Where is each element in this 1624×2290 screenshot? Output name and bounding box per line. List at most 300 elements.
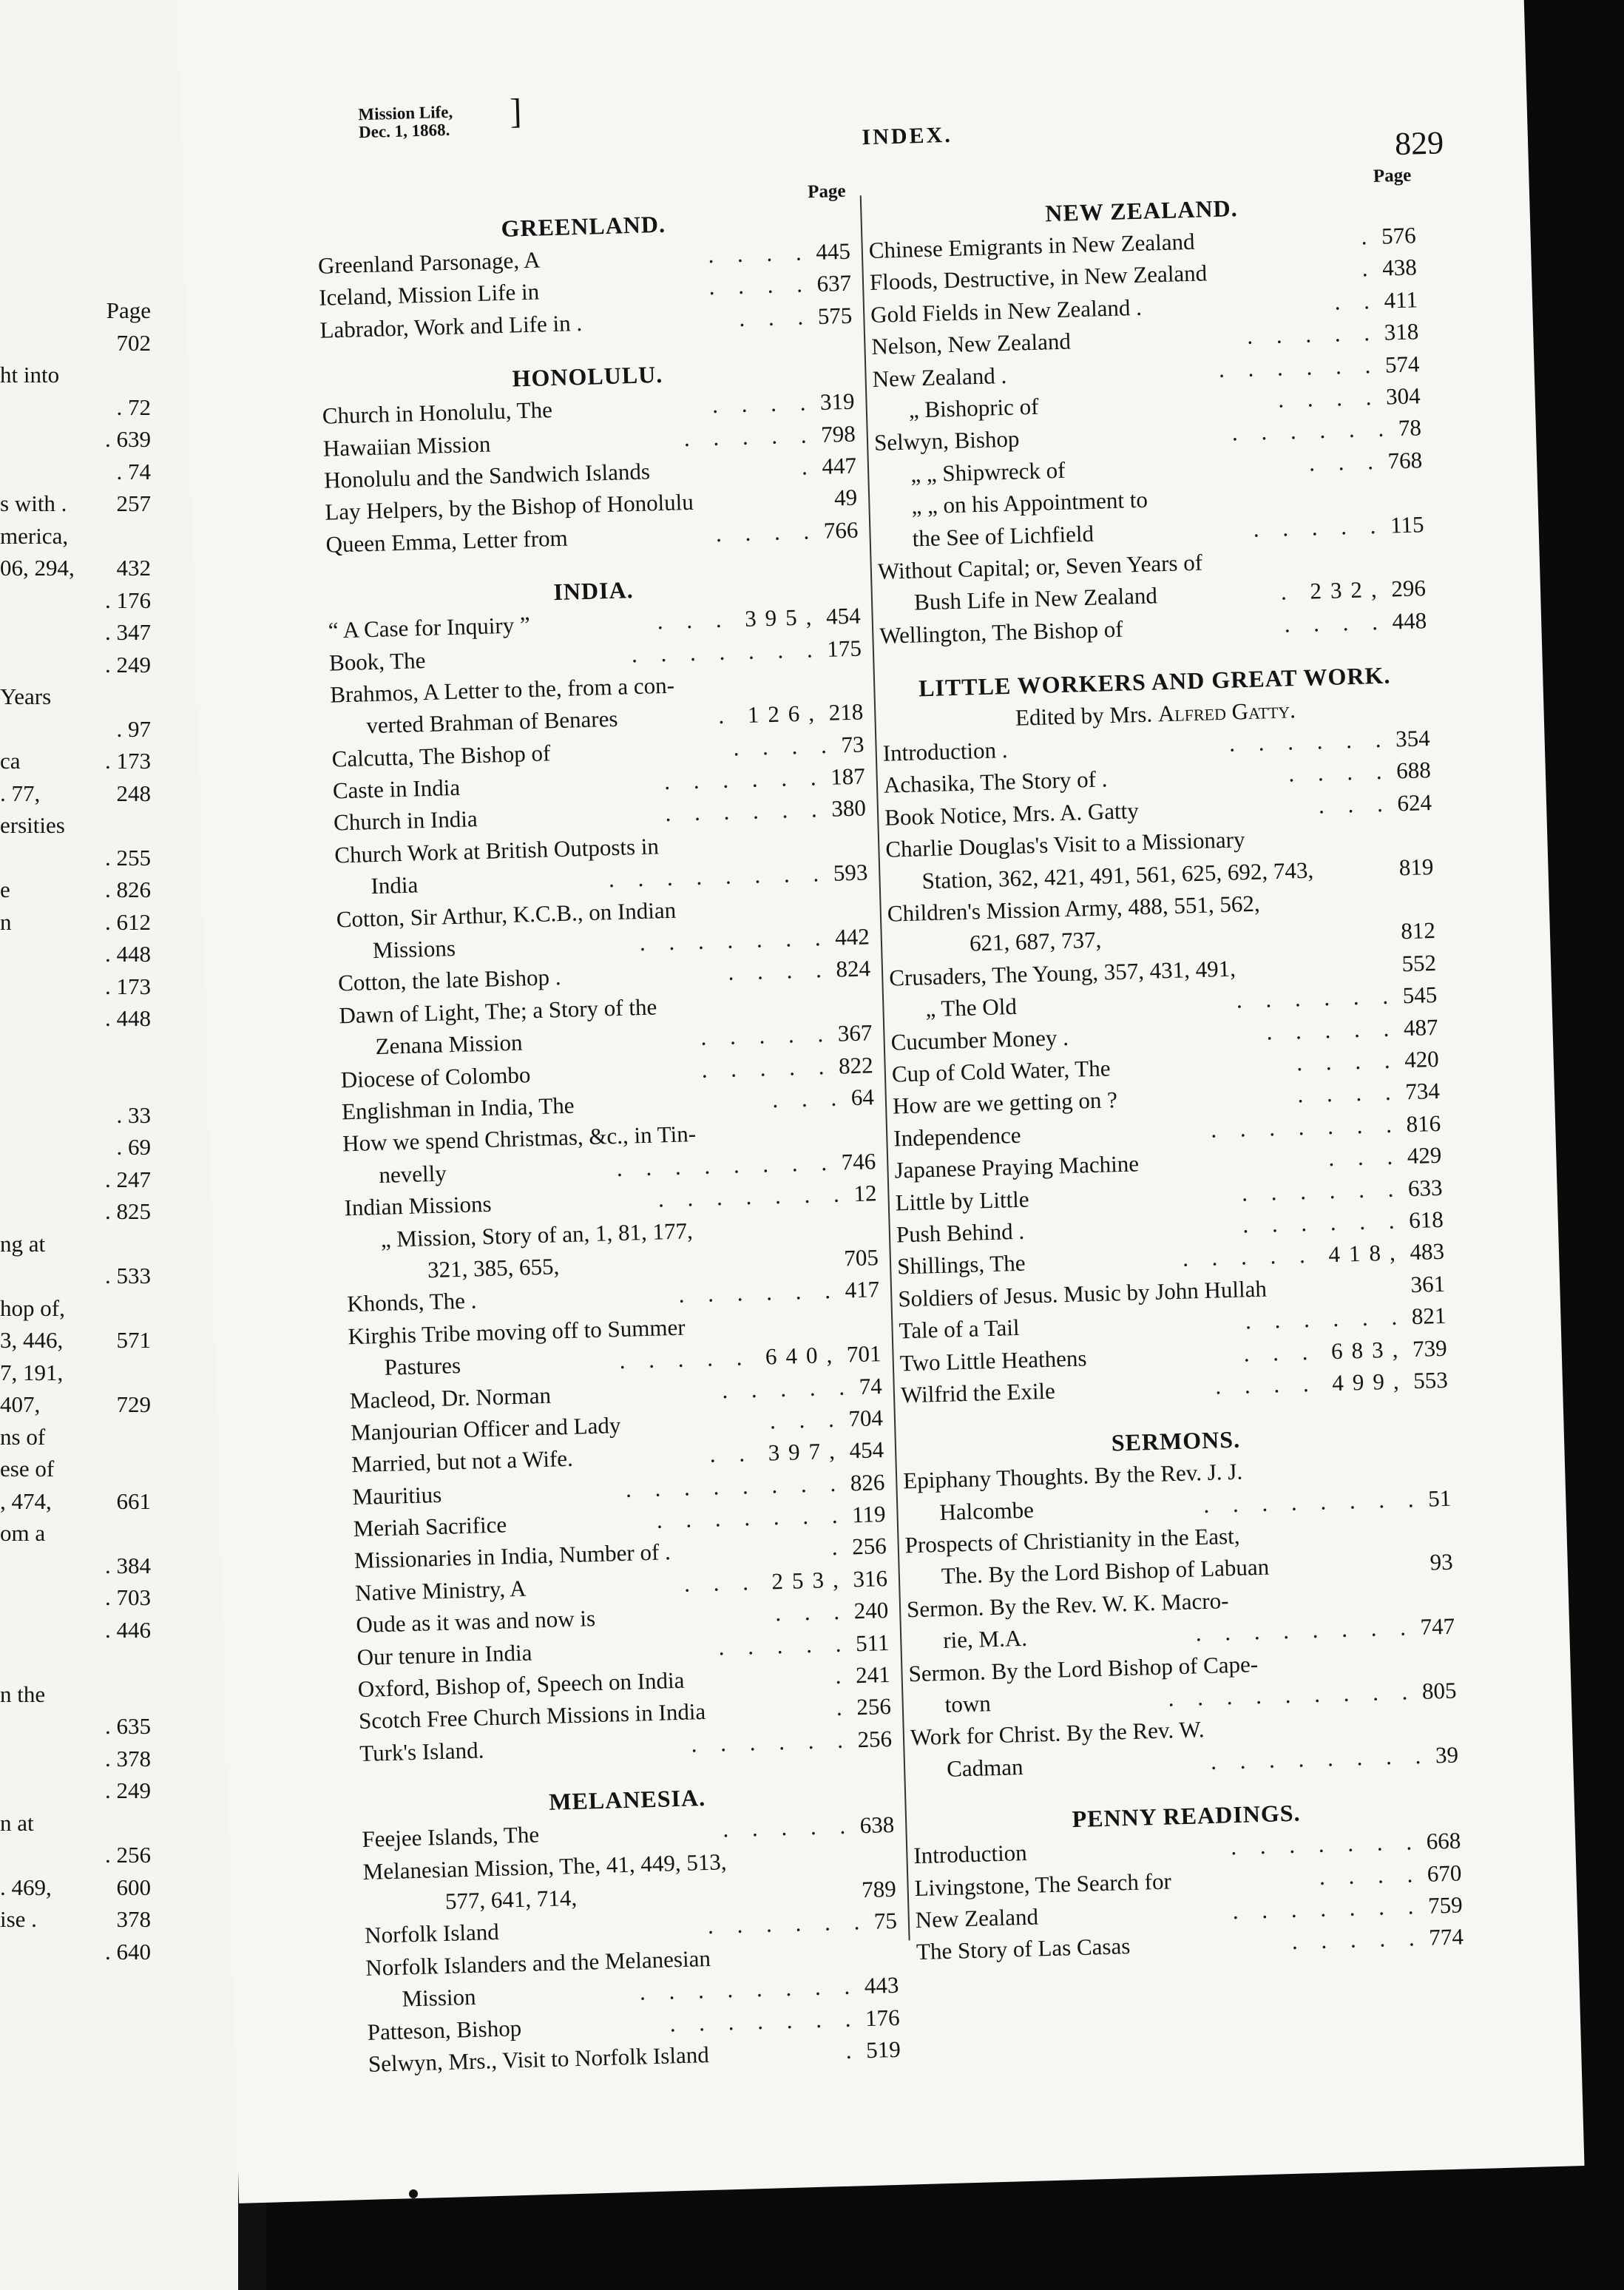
entry-title: Station, 362, 421, 491, 561, 625, 692, 743,	[921, 857, 1314, 894]
entry-page-number: 553	[1412, 1366, 1449, 1394]
previous-page-line-page: 600	[116, 1874, 151, 1900]
entry-page-number: 575	[817, 302, 853, 329]
entry-title: rie, M.A.	[942, 1625, 1028, 1654]
entry-page-number: 638	[859, 1811, 895, 1839]
journal-line-2: Dec. 1, 1868.	[358, 120, 450, 142]
journal-line-1: Mission Life,	[358, 102, 453, 124]
entry-title: Iceland, Mission Life in	[318, 278, 540, 311]
entry-page-ref	[728, 953, 871, 989]
previous-page-line	[0, 1903, 222, 1936]
entry-page-number: 746	[841, 1148, 876, 1175]
entry-title: Epiphany Thoughts. By the Rev. J. J.	[902, 1458, 1243, 1494]
entry-title: Little by Little	[895, 1186, 1029, 1216]
entry-page-ref	[678, 1274, 880, 1311]
entry-leader-dots: . . . . . . .	[1232, 1892, 1423, 1925]
previous-page-line-page: . 33	[116, 1101, 151, 1128]
entry-title: Push Behind .	[896, 1217, 1025, 1248]
entry-leader-dots: . . . . . . . .	[1202, 1485, 1423, 1518]
entry-page-ref	[708, 267, 852, 303]
entry-title: Native Ministry, A	[354, 1575, 527, 1606]
previous-page-lines	[0, 294, 222, 1968]
previous-page-line	[0, 1453, 222, 1485]
entry-page-number: 805	[1421, 1677, 1457, 1704]
entry-title: Calcutta, The Bishop of	[331, 740, 551, 772]
page-title: INDEX.	[862, 122, 953, 150]
previous-page-line-text: 06, 294,	[0, 555, 75, 581]
previous-page-line-page: . 176	[105, 587, 151, 613]
entry-title: Shillings, The	[896, 1249, 1026, 1280]
entry-page-number: 454	[849, 1436, 884, 1464]
entry-page-ref	[1243, 1331, 1447, 1369]
previous-page-line	[0, 1614, 222, 1646]
entry-page-number: 668	[1426, 1827, 1461, 1855]
entry-page-number: 74	[859, 1372, 883, 1399]
entry-page-ref	[711, 385, 855, 422]
entry-page-number: 618	[1408, 1206, 1444, 1234]
entry-leader-dots: . . . . . .	[1231, 415, 1393, 446]
entry-page-ref	[862, 1873, 897, 1906]
previous-page-line-page: . 173	[105, 748, 151, 774]
entry-page-number: 115	[1390, 510, 1424, 538]
entry-title: „ „ Shipwreck of	[910, 456, 1066, 487]
entry-title: „ „ on his Appointment to	[911, 486, 1148, 519]
previous-page-line-text: ht into	[0, 362, 60, 388]
previous-page-line-text: 407,	[0, 1391, 41, 1417]
entry-page-number: 705	[843, 1244, 879, 1271]
entry-leader-dots: . . . . . . . .	[1210, 1742, 1430, 1774]
entry-page-number: 256	[851, 1533, 887, 1560]
entry-page-number: 483	[1409, 1238, 1445, 1266]
entry-leader-dots: . . . . . . . .	[608, 860, 828, 893]
entry-title: Children's Mission Army, 488, 551, 562,	[887, 890, 1261, 927]
entry-page-ref	[1398, 851, 1434, 884]
entry-title: Labrador, Work and Life in .	[319, 309, 583, 343]
journal-citation	[358, 92, 523, 142]
entry-page-number: 670	[1427, 1860, 1462, 1887]
previous-page-line	[0, 1936, 222, 1968]
entry-page-number: 361	[1410, 1270, 1446, 1297]
entry-title: Wilfrid the Exile	[900, 1377, 1056, 1408]
entry-page-ref	[1288, 754, 1432, 791]
entry-page-number: 304	[1385, 382, 1421, 410]
entry-page-number: 240	[853, 1597, 889, 1624]
entry-leader-dots: . . . . . . . .	[639, 1973, 859, 2005]
entry-page-ref	[733, 728, 865, 763]
previous-page-line	[0, 842, 222, 874]
entry-page-ref	[772, 1081, 875, 1115]
previous-page-line	[0, 1002, 222, 1035]
entry-page-ref	[801, 450, 856, 483]
entry-leader-dots: . . . . . .	[663, 764, 825, 795]
editor-name: Alfred Gatty.	[1157, 697, 1296, 727]
entry-leader-dots: . . . . . .	[1218, 351, 1380, 382]
entry-page-ref	[1361, 219, 1416, 252]
entry-page-number: 766	[823, 516, 859, 544]
entry-title: verted Brahman of Benares	[366, 706, 618, 739]
previous-page-line-page: . 446	[105, 1616, 151, 1643]
previous-page-line-page: 248	[116, 780, 151, 806]
entry-page-ref	[1247, 315, 1419, 352]
previous-page-line	[0, 1710, 222, 1743]
entry-title: Cucumber Money .	[890, 1024, 1069, 1056]
previous-page-line-page: . 612	[105, 908, 151, 935]
entry-page-ref	[836, 1690, 891, 1723]
previous-page-line	[0, 1324, 222, 1357]
entry-page-number: 316	[852, 1564, 888, 1592]
previous-page-line	[0, 1646, 222, 1678]
entry-page-ref	[844, 1241, 879, 1274]
entry-page-ref	[715, 513, 859, 550]
entry-leader-dots: . . . .	[733, 732, 836, 761]
entry-page-number: 417	[845, 1276, 880, 1303]
entry-title: Scotch Free Church Missions in India	[358, 1698, 706, 1735]
entry-page-ref	[1334, 283, 1418, 318]
entry-leader-dots: . . .	[738, 303, 813, 331]
entry-page-ref	[722, 1370, 883, 1406]
previous-page-line	[0, 874, 222, 906]
previous-page-line	[0, 584, 222, 617]
entry-leader-dots: . . . . . 640,	[619, 1341, 842, 1374]
section-heading: MELANESIA.	[548, 1784, 706, 1816]
entry-title: Prospects of Christianity in the East,	[904, 1522, 1240, 1558]
entry-page-ref	[708, 235, 851, 271]
entry-title: Gold Fields in New Zealand .	[870, 294, 1143, 328]
entry-title: Khonds, The .	[346, 1287, 477, 1317]
previous-page-line-text: e	[0, 877, 10, 902]
entry-page-number: 75	[873, 1908, 898, 1935]
entry-page-number: 256	[856, 1693, 892, 1720]
entry-page-number: 445	[815, 237, 851, 266]
entry-page-number: 593	[833, 859, 868, 886]
entry-page-number: 552	[1401, 949, 1437, 977]
entry-title: Soldiers of Jesus. Music by John Hullah	[897, 1275, 1268, 1312]
entry-page-number: 443	[864, 1971, 899, 1999]
previous-page-line	[0, 1195, 222, 1228]
previous-page-line-page: . 249	[105, 1777, 151, 1803]
entry-page-ref	[1242, 1203, 1444, 1241]
entry-title: Pastures	[384, 1352, 461, 1381]
entry-title: Church in Honolulu, The	[322, 396, 553, 429]
entry-leader-dots: . . .	[771, 1084, 846, 1113]
entry-leader-dots: . . . . . .	[1236, 982, 1398, 1013]
previous-page-line-page: . 69	[116, 1134, 151, 1160]
entry-page-number: 454	[825, 602, 862, 629]
previous-page-line-text: ersities	[0, 812, 65, 838]
entry-leader-dots: . . . . . . .	[1230, 1828, 1421, 1860]
entry-page-number: 701	[846, 1340, 882, 1368]
entry-page-number: 739	[1412, 1334, 1448, 1362]
entry-title: 577, 641, 714,	[444, 1884, 578, 1914]
entry-page-number: 734	[1404, 1078, 1441, 1105]
previous-page-line-page: 729	[116, 1391, 151, 1417]
entry-title: Bush Life in New Zealand	[913, 582, 1158, 615]
entry-title: Achasika, The Story of .	[883, 766, 1108, 799]
previous-page-line	[0, 1163, 222, 1196]
entry-title: nevelly	[378, 1160, 447, 1188]
entry-title: Norfolk Island	[364, 1919, 500, 1949]
entry-title: „ Mission, Story of an, 1, 81, 177,	[380, 1217, 694, 1252]
entry-title: Charlie Douglas's Visit to a Missionary	[884, 826, 1245, 862]
previous-page-line-text: Years	[0, 683, 52, 709]
entry-leader-dots: . . . . . . .	[1210, 1111, 1401, 1143]
previous-page-line-text: n	[0, 908, 12, 935]
entry-leader-dots: . . . . .	[701, 1053, 833, 1083]
entry-page-ref	[1430, 1546, 1453, 1578]
previous-page-line-page: 571	[116, 1327, 151, 1353]
previous-page-line	[0, 777, 222, 810]
entry-page-number: 812	[1400, 917, 1436, 945]
entry-leader-dots: . . . . .	[718, 1630, 850, 1661]
entry-leader-dots: . . . .	[1296, 1047, 1399, 1076]
entry-leader-dots: . . . . . .	[707, 1908, 869, 1939]
entry-title: Our tenure in India	[356, 1639, 532, 1670]
entry-title: How are we getting on ?	[892, 1087, 1118, 1119]
section-heading: PENNY READINGS.	[1072, 1799, 1301, 1833]
previous-page-line-text: , 474,	[0, 1487, 52, 1514]
entry-page-ref	[1296, 1043, 1440, 1079]
entry-title: Kirghis Tribe moving off to Summer	[348, 1314, 686, 1349]
entry-page-number: 51	[1427, 1485, 1452, 1512]
entry-title: Livingstone, The Search for	[914, 1868, 1172, 1901]
entry-title: Oxford, Bishop of, Speech on India	[357, 1666, 685, 1703]
entry-page-ref	[718, 696, 864, 732]
entry-title: India	[371, 871, 419, 899]
entry-title: Japanese Praying Machine	[894, 1150, 1140, 1183]
previous-page-line-page: . 255	[105, 844, 151, 871]
previous-page-line	[0, 1421, 222, 1453]
previous-page-line-text: n at	[0, 1809, 34, 1836]
entry-title: Selwyn, Bishop	[873, 425, 1020, 456]
previous-page-line-page: . 97	[116, 715, 151, 742]
previous-page-line-page: . 825	[105, 1198, 151, 1224]
entry-page-number: 380	[830, 794, 867, 823]
entry-leader-dots: . . 397,	[709, 1437, 845, 1467]
entry-page-number: 759	[1427, 1891, 1464, 1919]
entry-page-ref	[707, 1905, 897, 1942]
entry-page-number: 64	[850, 1084, 875, 1111]
entry-page-ref	[1280, 572, 1426, 608]
entry-page-ref	[657, 600, 861, 638]
previous-page-line-page: . 703	[105, 1584, 151, 1610]
entry-title: Tale of a Tail	[899, 1314, 1020, 1344]
previous-page-line	[0, 1260, 222, 1292]
entry-page-number: 78	[1398, 414, 1422, 442]
previous-page-line-text: ise .	[0, 1906, 37, 1932]
entry-leader-dots: . . . . .	[1291, 1925, 1424, 1955]
entry-page-number: 39	[1435, 1741, 1459, 1769]
previous-page-line	[0, 1807, 222, 1840]
previous-page-line	[0, 520, 222, 553]
previous-page-line-text: s with .	[0, 490, 67, 516]
section-heading: INDIA.	[552, 576, 635, 606]
previous-page-line	[0, 649, 222, 681]
previous-page-line	[0, 1517, 222, 1550]
entry-title: Chinese Emigrants in New Zealand	[868, 228, 1195, 264]
previous-page-line	[0, 1035, 222, 1067]
entry-leader-dots: .	[845, 2037, 861, 2064]
entry-page-number: 798	[820, 420, 856, 447]
entry-leader-dots: . . . . . .	[1241, 1175, 1403, 1206]
entry-title: Introduction	[913, 1840, 1028, 1869]
section-heading: GREENLAND.	[501, 210, 666, 242]
entry-title: Oude as it was and now is	[355, 1605, 596, 1638]
previous-page-line	[0, 1067, 222, 1099]
entry-page-ref	[1231, 412, 1421, 450]
previous-page-line	[0, 456, 222, 488]
previous-page-line	[0, 1292, 222, 1325]
entry-leader-dots: . . .	[1308, 447, 1383, 476]
entry-page-ref	[1361, 251, 1417, 285]
previous-page-line	[0, 809, 222, 842]
entry-page-number: 637	[816, 270, 852, 297]
entry-title: The Story of Las Casas	[916, 1933, 1131, 1965]
ink-speck	[409, 2189, 418, 2198]
entry-leader-dots: . . . . .	[1253, 512, 1385, 542]
entry-page-ref	[775, 1594, 889, 1629]
entry-page-ref	[831, 1530, 887, 1564]
previous-page-line	[0, 487, 222, 520]
entry-page-ref	[1291, 1921, 1464, 1958]
entry-title: the See of Lichfield	[912, 520, 1094, 552]
entry-page-ref	[1297, 1075, 1441, 1111]
editor-prefix: Edited by Mrs.	[1015, 700, 1159, 731]
previous-page-line	[0, 1485, 222, 1518]
entry-page-ref	[1241, 1171, 1443, 1209]
previous-page-line	[0, 423, 222, 456]
entry-page-number: 519	[865, 2036, 901, 2063]
entry-title: Cup of Cold Water, The	[891, 1055, 1111, 1087]
page-label: Page	[1373, 165, 1412, 186]
entry-title: Married, but not a Wife.	[351, 1445, 574, 1478]
entry-page-number: 438	[1381, 254, 1418, 282]
entry-title: Melanesian Mission, The, 41, 449, 513,	[362, 1848, 727, 1885]
entry-page-number: 73	[840, 731, 865, 758]
entry-page-ref	[1218, 348, 1420, 385]
entry-leader-dots: . .	[1334, 287, 1379, 315]
previous-page-line-page: . 347	[105, 619, 151, 645]
section-heading: LITTLE WORKERS AND GREAT WORK.	[918, 661, 1391, 702]
entry-title: Norfolk Islanders and the Melanesian	[365, 1945, 711, 1981]
entry-page-number: 624	[1396, 788, 1432, 817]
entry-leader-dots: . . . . . . .	[639, 924, 830, 956]
entry-title: „ The Old	[924, 993, 1018, 1022]
entry-title: Patteson, Bishop	[367, 2014, 522, 2045]
previous-page-line	[0, 1774, 222, 1807]
entry-title: New Zealand .	[872, 362, 1007, 392]
entry-title: Sermon. By the Rev. W. K. Macro-	[906, 1587, 1229, 1623]
entry-page-number: 774	[1428, 1923, 1464, 1951]
previous-page-line	[0, 1388, 222, 1421]
entry-page-ref	[1266, 1011, 1438, 1048]
previous-page-line-page: . 826	[105, 877, 151, 902]
previous-page-line	[0, 1678, 222, 1711]
entry-page-ref	[1215, 1364, 1449, 1402]
entry-title: Englishman in India, The	[341, 1092, 575, 1125]
entry-title: Book, The	[328, 646, 426, 676]
entry-page-number: 411	[1384, 286, 1418, 314]
entry-page-number: 296	[1390, 575, 1427, 602]
entry-title: Mauritius	[352, 1481, 442, 1510]
entry-page-number: 545	[1402, 982, 1438, 1009]
entry-leader-dots: . . . . . .	[1228, 726, 1390, 757]
entry-leader-dots: . . . .	[728, 956, 831, 986]
entry-page-number: 176	[865, 2004, 901, 2031]
previous-page-line-page: . 72	[116, 394, 151, 420]
previous-page-line	[0, 1871, 222, 1904]
entry-page-number: 187	[830, 763, 866, 790]
entry-leader-dots: . . . .	[1277, 383, 1381, 413]
entry-leader-dots: . . .	[774, 1598, 849, 1627]
entry-leader-dots: . . . 683,	[1243, 1335, 1407, 1366]
previous-page-line	[0, 745, 222, 777]
entry-page-number: 93	[1430, 1549, 1454, 1575]
entry-title: Caste in India	[332, 774, 461, 804]
entry-leader-dots: . . . .	[1288, 758, 1391, 787]
entry-title: Crusaders, The Young, 357, 431, 491,	[888, 955, 1236, 991]
page-number: 829	[1394, 124, 1444, 163]
entry-page-number: 175	[826, 635, 862, 662]
previous-page-line	[0, 938, 222, 970]
entry-page-number: 822	[838, 1051, 874, 1079]
previous-page-line-page: 257	[116, 490, 151, 516]
previous-page-line	[0, 1581, 222, 1614]
entry-page-number: 319	[819, 388, 855, 416]
entry-page-number: 511	[855, 1629, 890, 1656]
entry-page-ref	[1245, 1300, 1447, 1337]
previous-page-line-text: hop of,	[0, 1294, 65, 1321]
entry-title: „ Bishopric of	[908, 393, 1039, 423]
entry-title: Meriah Sacrifice	[353, 1511, 507, 1542]
entry-title: Cadman	[946, 1753, 1024, 1782]
previous-page-line-text: . 77,	[0, 780, 41, 806]
entry-title: Brahmos, A Letter to the, from a con-	[329, 672, 675, 708]
entry-title: Diocese of Colombo	[340, 1061, 531, 1092]
previous-page-line-page: 378	[116, 1906, 151, 1932]
previous-page-line-text: merica,	[0, 522, 69, 549]
entry-page-ref	[834, 482, 858, 514]
entry-title: Independence	[893, 1121, 1021, 1152]
previous-page-line	[0, 616, 222, 649]
entry-page-number: 447	[821, 452, 857, 479]
entry-leader-dots: . . . . . .	[691, 1726, 853, 1757]
entry-page-number: 49	[833, 484, 858, 511]
entry-leader-dots: . . .	[769, 1405, 844, 1434]
entry-page-number: 826	[850, 1468, 885, 1496]
entry-leader-dots: .	[835, 1662, 850, 1689]
entry-leader-dots: . . . . .	[722, 1812, 855, 1843]
entry-page-ref	[683, 1562, 887, 1600]
previous-page-line-text: 7, 191,	[0, 1359, 64, 1385]
previous-page-line-text: n the	[0, 1681, 46, 1707]
entry-page-ref	[845, 2033, 901, 2067]
previous-page-line-page: 432	[116, 555, 151, 581]
entry-page-ref	[1236, 979, 1438, 1016]
entry-leader-dots: . 126,	[717, 700, 824, 729]
index-column-left	[317, 180, 901, 2080]
entry-leader-dots: . . . . . .	[678, 1277, 840, 1308]
entry-page-number: 747	[1420, 1612, 1455, 1641]
entry-page-ref	[718, 1627, 890, 1664]
previous-page-line-text: ca	[0, 748, 21, 774]
entry-page-number: 448	[1392, 607, 1427, 635]
previous-page-line-page: . 635	[105, 1713, 151, 1739]
entry-title: Selwyn, Mrs., Visit to Norfolk Island	[368, 2041, 710, 2077]
entry-title: 321, 385, 655,	[427, 1253, 560, 1283]
entry-page-number: 688	[1395, 757, 1432, 784]
entry-page-number: 824	[835, 955, 871, 983]
previous-page-line	[0, 1743, 222, 1775]
entry-page-ref	[769, 1402, 883, 1437]
